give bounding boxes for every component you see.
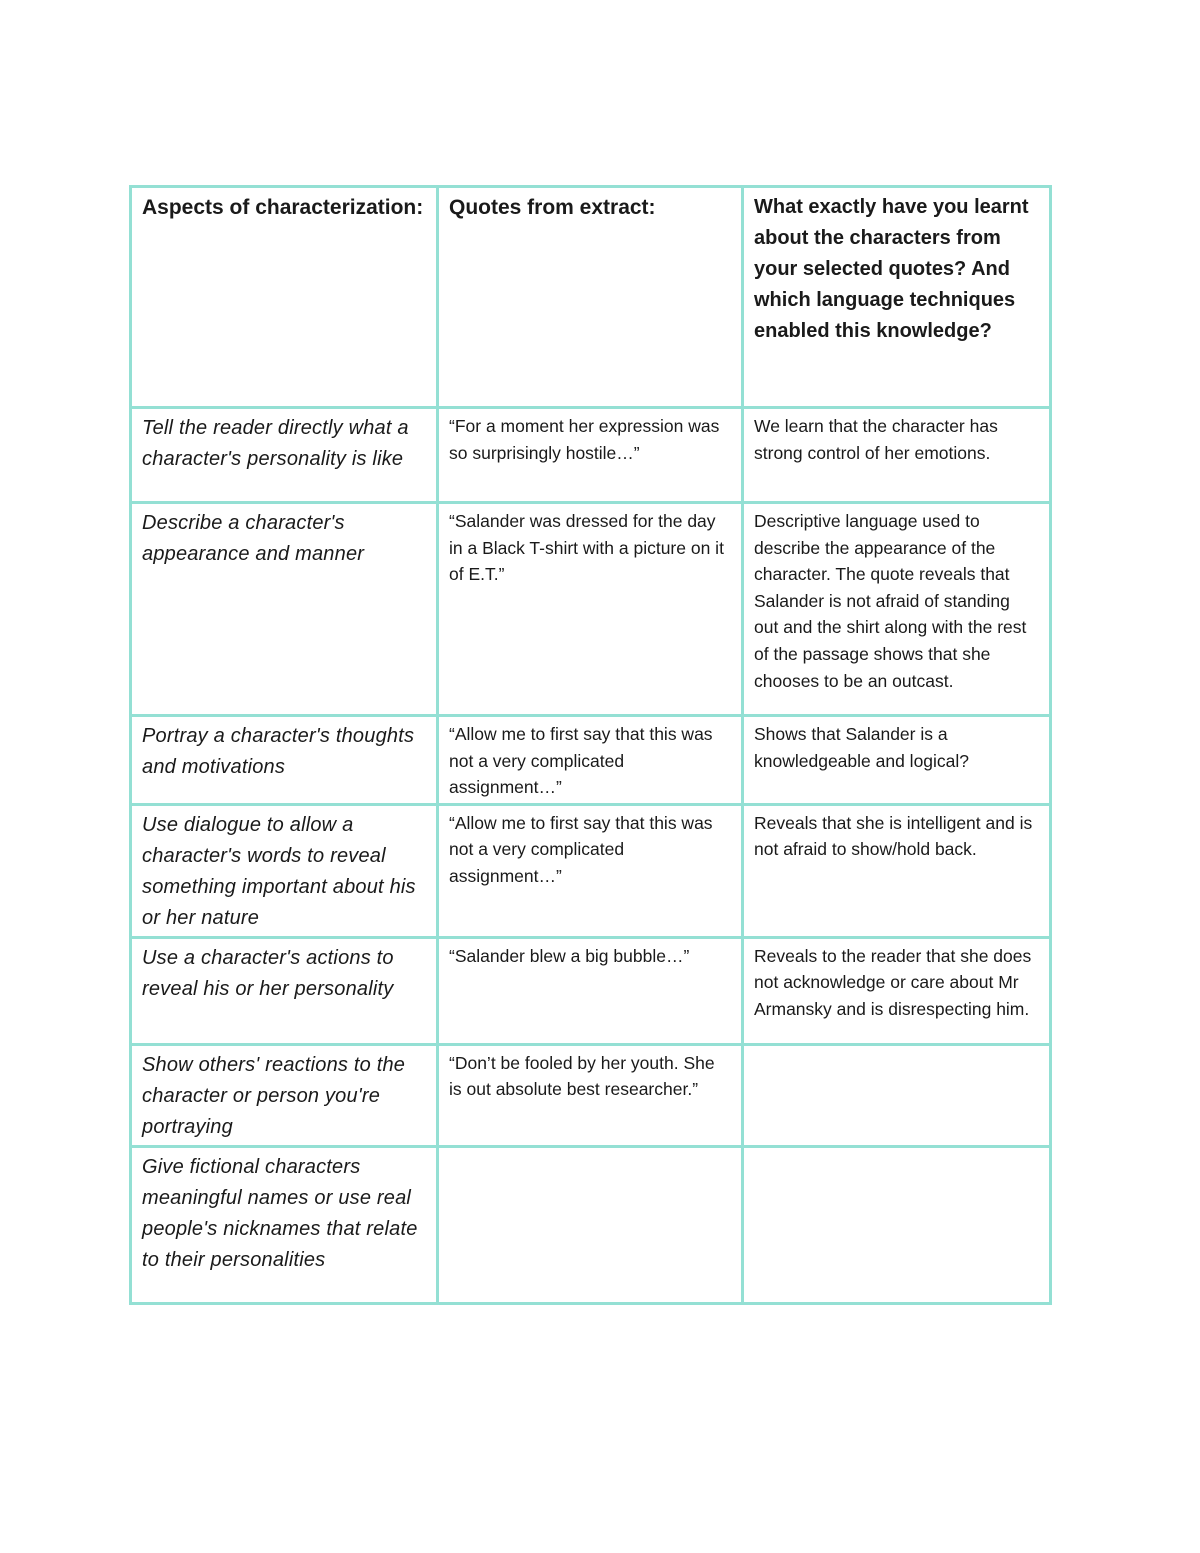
header-quotes: Quotes from extract:: [438, 187, 743, 408]
characterization-table: [129, 185, 1052, 1305]
quote-cell: “Salander was dressed for the day in a Black T-shirt with a picture on it of E.T.”: [438, 503, 743, 716]
aspect-cell: Portray a character's thoughts and motivations: [131, 716, 438, 805]
quote-cell: “Salander blew a big bubble…”: [438, 937, 743, 1044]
header-learnt: What exactly have you learnt about the characters from your selected quotes? And which language techniques enabled this knowledge?: [743, 187, 1051, 408]
quote-cell: “Allow me to first say that this was not a very complicated assignment…”: [438, 804, 743, 937]
note-cell: Reveals to the reader that she does not acknowledge or care about Mr Armansky and is disrespecting him.: [743, 937, 1051, 1044]
aspect-cell: Show others' reactions to the character or person you're portraying: [131, 1044, 438, 1146]
note-cell: We learn that the character has strong control of her emotions.: [743, 408, 1051, 503]
note-cell: [743, 1146, 1051, 1303]
table-row: [131, 408, 1051, 503]
aspect-cell: Give fictional characters meaningful names or use real people's nicknames that relate to their personalities: [131, 1146, 438, 1303]
aspect-cell: Tell the reader directly what a character's personality is like: [131, 408, 438, 503]
note-cell: Shows that Salander is a knowledgeable and logical?: [743, 716, 1051, 805]
quote-cell: “For a moment her expression was so surprisingly hostile…”: [438, 408, 743, 503]
note-cell: Reveals that she is intelligent and is not afraid to show/hold back.: [743, 804, 1051, 937]
note-cell: Descriptive language used to describe the appearance of the character. The quote reveals that Salander is not afraid of standing out and the shirt along with the rest of the passage shows that she chooses to be an outcast.: [743, 503, 1051, 716]
table-row: [131, 937, 1051, 1044]
aspect-cell: Use a character's actions to reveal his or her personality: [131, 937, 438, 1044]
table-row: [131, 503, 1051, 716]
aspect-cell: Use dialogue to allow a character's words to reveal something important about his or her nature: [131, 804, 438, 937]
quote-cell: “Allow me to first say that this was not a very complicated assignment…”: [438, 716, 743, 805]
header-aspects: Aspects of characterization:: [131, 187, 438, 408]
table-row: [131, 1044, 1051, 1146]
table-row: [131, 1146, 1051, 1303]
aspect-cell: Describe a character's appearance and manner: [131, 503, 438, 716]
note-cell: [743, 1044, 1051, 1146]
table-header-row: [131, 187, 1051, 408]
table-row: [131, 804, 1051, 937]
table-row: [131, 716, 1051, 805]
quote-cell: “Don’t be fooled by her youth. She is out absolute best researcher.”: [438, 1044, 743, 1146]
quote-cell: [438, 1146, 743, 1303]
